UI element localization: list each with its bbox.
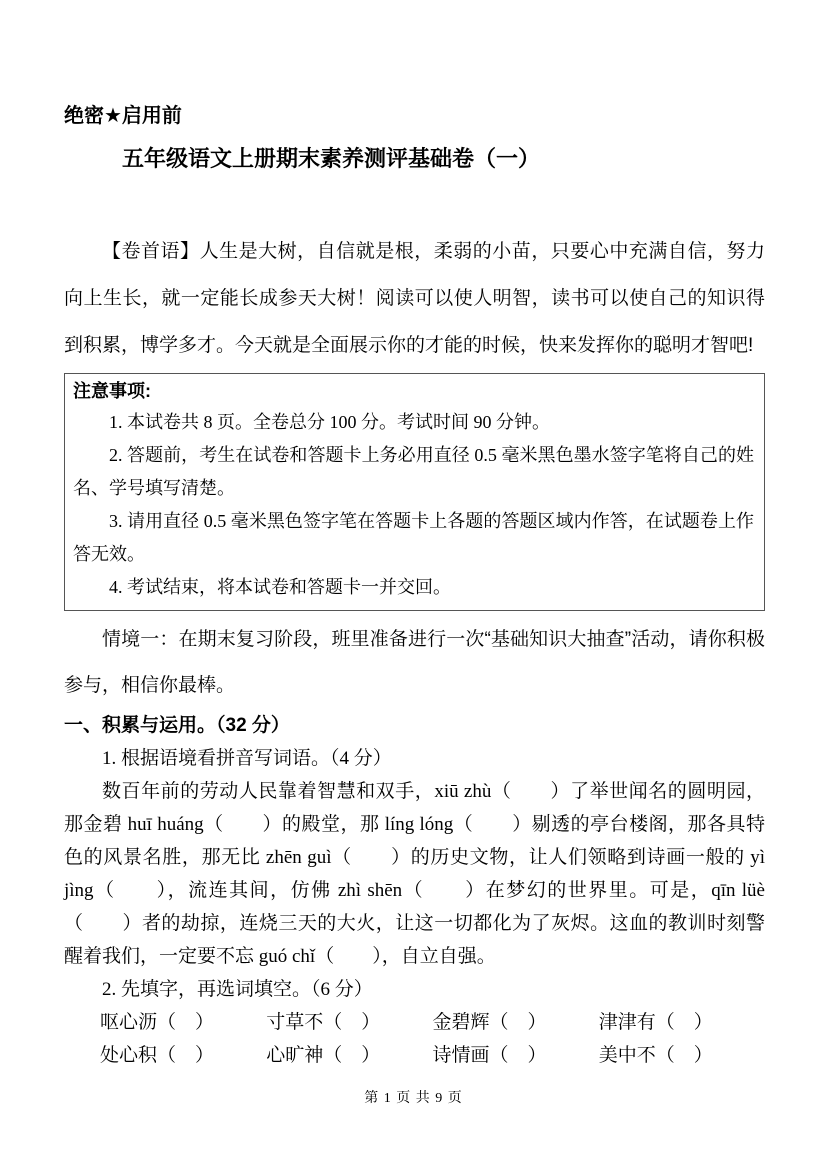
question-1-prompt: 1. 根据语境看拼音写词语。（4 分） <box>102 748 392 769</box>
idiom-blank: 美中不（ ） <box>598 1045 713 1066</box>
notice-heading: 注意事项: <box>73 381 151 401</box>
notice-box <box>64 373 765 611</box>
idiom-blank: 处心积（ ） <box>100 1045 215 1066</box>
notice-item-1: 1. 本试卷共 8 页。全卷总分 100 分。考试时间 90 分钟。 <box>109 412 550 432</box>
section-1-heading: 一、积累与运用。（32 分） <box>64 715 290 736</box>
scenario-paragraph: 情境一：在期末复习阶段，班里准备进行一次“基础知识大抽查”活动，请你积极参与，相信你最棒。 <box>64 629 765 696</box>
idiom-blank: 寸草不（ ） <box>266 1012 381 1033</box>
question-1-pinyin-passage: 数百年前的劳动人民靠着智慧和双手，xiū zhù（ ）了举世闻名的圆明园，那金碧 huī huáng（ ）的殿堂，那 líng lóng（ ）剔透的亭台楼阁，那各具特色的风景名胜，那无比 zhēn guì（ ）的历史文物，让人们领略到诗画一般的 yì jìng（ ），流连其间，仿佛 zhì shēn（ ）在梦幻的世界里。可是，qīn lüè（ ）者的劫掠，连烧三天的大火，让这一切都化为了灰烬。这血的教训时刻警醒着我们，一定要不忘 guó chǐ（ ），自立自强。 <box>64 781 765 967</box>
idiom-blank: 津津有（ ） <box>598 1012 713 1033</box>
idiom-blank: 呕心沥（ ） <box>100 1012 215 1033</box>
notice-item-3: 3. 请用直径 0.5 毫米黑色签字笔在答题卡上各题的答题区域内作答，在试题卷上作答无效。 <box>73 511 754 564</box>
idiom-blank: 心旷神（ ） <box>266 1045 381 1066</box>
idiom-blank: 诗情画（ ） <box>432 1045 547 1066</box>
exam-title: 五年级语文上册期末素养测评基础卷（一） <box>122 146 541 171</box>
idiom-blank-row-1 <box>64 1006 765 1039</box>
idiom-blank: 金碧辉（ ） <box>432 1012 547 1033</box>
classification-banner: 绝密★启用前 <box>64 105 182 127</box>
notice-item-2: 2. 答题前，考生在试卷和答题卡上务必用直径 0.5 毫米黑色墨水签字笔将自己的姓名、学号填写清楚。 <box>73 445 754 498</box>
foreword-paragraph: 【卷首语】人生是大树，自信就是根，柔弱的小苗，只要心中充满自信，努力向上生长，就一定能长成参天大树！阅读可以使人明智，读书可以使自己的知识得到积累，博学多才。今天就是全面展示你的才能的时候，快来发挥你的聪明才智吧! <box>64 241 765 356</box>
notice-item-4: 4. 考试结束，将本试卷和答题卡一并交回。 <box>109 577 451 597</box>
idiom-blank-row-2 <box>64 1039 765 1072</box>
page-number-footer: 第 1 页 共 9 页 <box>364 1091 463 1106</box>
question-2-prompt: 2. 先填字，再选词填空。（6 分） <box>102 979 373 1000</box>
